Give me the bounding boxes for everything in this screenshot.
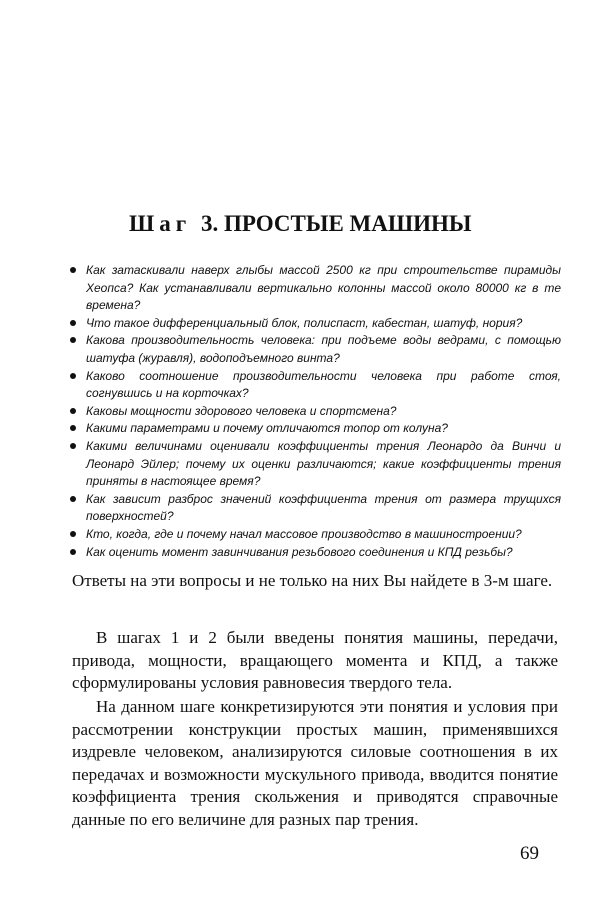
list-item: Какова производительность человека: при подъеме воды ведрами, с помощью шатуфа (журавля), водоподъемного винта? [68,332,561,367]
body-paragraph: На данном шаге конкретизируются эти понятия и условия при рассмотрении конструкции простых машин, применявшихся издревле человеком, анализируются силовые соотношения в их передачах и возможности мускульного привода, вводится понятие коэффициента трения скольжения и приводятся справочные данные по его величине для разных пар трения. [72,697,558,829]
bullet-icon [70,443,76,449]
list-item: Кто, когда, где и почему начал массовое производство в машиностроении? [68,526,561,544]
list-item: Как зависит разброс значений коэффициента трения от размера трущихся поверхностей? [68,491,561,526]
bullet-icon [70,337,76,343]
question-list [68,262,561,561]
list-item: Как оценить момент завинчивания резьбового соединения и КПД резьбы? [68,544,561,562]
list-item: Как затаскивали наверх глыбы массой 2500 кг при строительстве пирамиды Хеопса? Как устанавливали вертикально колонны массой около 80000 кг в те времена? [68,262,561,315]
intro-paragraph: В шагах 1 и 2 были введены понятия машины, передачи, привода, мощности, вращающего момента и КПД, а также сформулированы условия равновесия твердого тела. [72,628,558,692]
bullet-icon [70,531,76,537]
list-item: Какими величинами оценивали коэффициенты трения Леонардо да Винчи и Леонард Эйлер; почему их оценки различаются; какие коэффициенты трения приняты в настоящее время? [68,438,561,491]
bullet-icon [70,549,76,555]
bullet-icon [70,320,76,326]
chapter-heading [129,210,489,238]
list-item: Каковы мощности здорового человека и спортсмена? [68,403,561,421]
page-number: 69 [520,843,539,864]
bullet-icon [70,373,76,379]
list-item: Каково соотношение производительности человека при работе стоя, согнувшись и на корточках? [68,368,561,403]
bullet-icon [70,267,76,273]
bullet-icon [70,408,76,414]
list-item: Что такое дифференциальный блок, полиспаст, кабестан, шатуф, нория? [68,315,561,333]
bullet-icon [70,425,76,431]
step-word: Шаг [129,211,192,236]
chapter-title: 3. ПРОСТЫЕ МАШИНЫ [200,211,472,236]
bullet-icon [70,496,76,502]
answers-paragraph: Ответы на эти вопросы и не только на них Вы найдете в 3-м шаге. [72,571,553,590]
list-item: Какими параметрами и почему отличаются топор от колуна? [68,420,561,438]
